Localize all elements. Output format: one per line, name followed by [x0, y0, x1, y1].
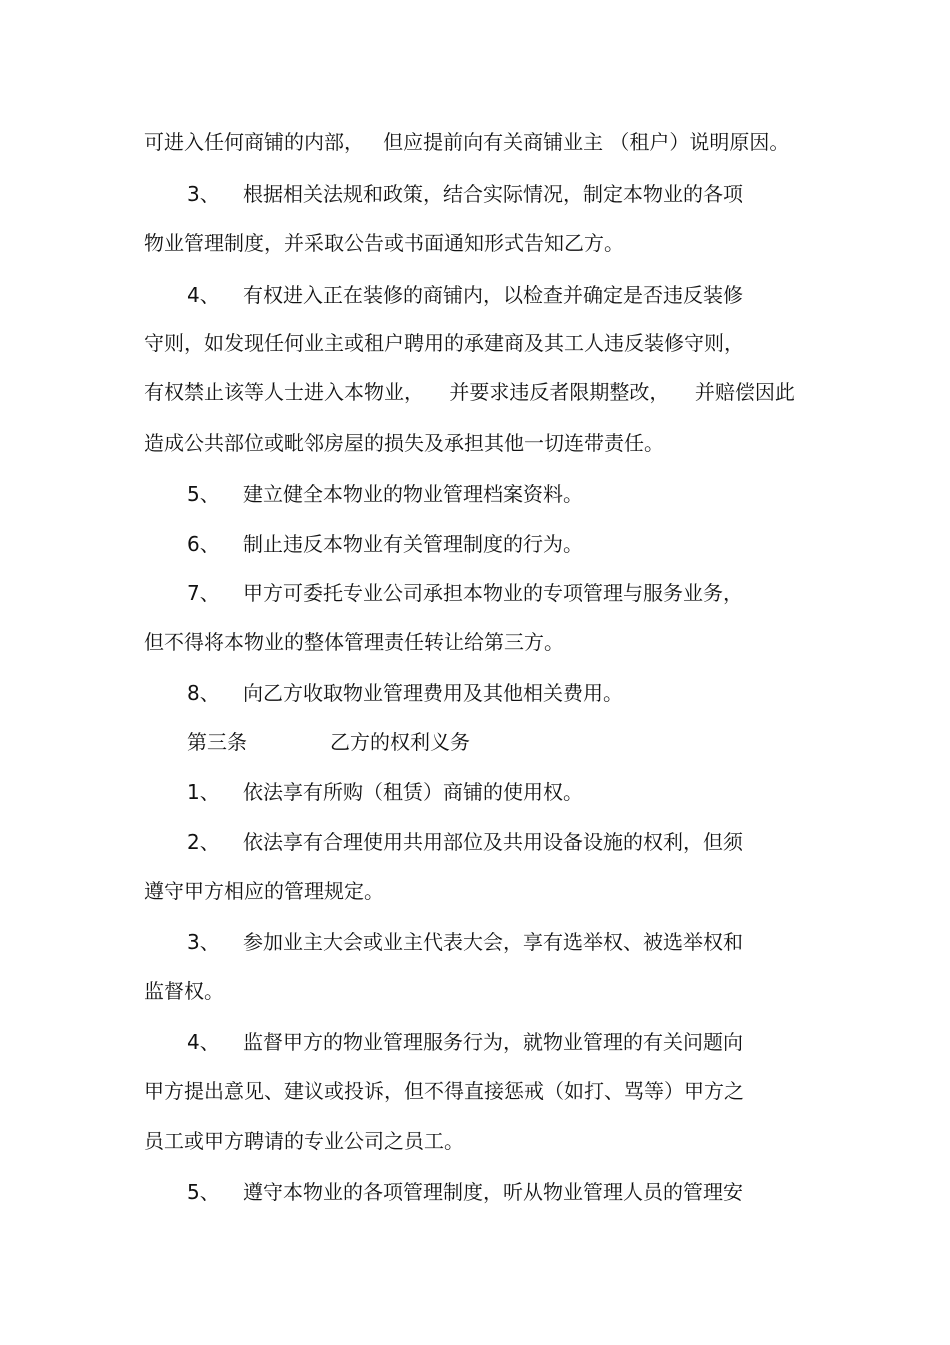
paragraph-line: 但不得将本物业的整体管理责任转让给第三方。 [144, 630, 564, 654]
list-number: 4、 [187, 1030, 220, 1054]
article-label: 第三条 [187, 730, 247, 754]
paragraph-line: 向乙方收取物业管理费用及其他相关费用。 [243, 681, 623, 705]
paragraph-line: 制止违反本物业有关管理制度的行为。 [243, 532, 583, 556]
list-number: 5、 [187, 1180, 220, 1204]
paragraph-line: 依法享有所购（租赁）商铺的使用权。 [243, 780, 583, 804]
list-number: 2、 [187, 830, 220, 854]
paragraph-line: 造成公共部位或毗邻房屋的损失及承担其他一切连带责任。 [144, 431, 664, 455]
paragraph-line: 物业管理制度，并采取公告或书面通知形式告知乙方。 [144, 231, 624, 255]
paragraph-line: 遵守甲方相应的管理规定。 [144, 879, 384, 903]
list-number: 3、 [187, 182, 220, 206]
paragraph-line: 遵守本物业的各项管理制度，听从物业管理人员的管理安 [243, 1180, 743, 1204]
paragraph-line: 依法享有合理使用共用部位及共用设备设施的权利，但须 [243, 830, 743, 854]
paragraph-line: 甲方可委托专业公司承担本物业的专项管理与服务业务， [243, 581, 743, 605]
article-title: 乙方的权利义务 [330, 730, 470, 754]
paragraph-line: 监督权。 [144, 979, 224, 1003]
list-number: 6、 [187, 532, 220, 556]
paragraph-line: 员工或甲方聘请的专业公司之员工。 [144, 1129, 464, 1153]
list-number: 7、 [187, 581, 220, 605]
paragraph-line: 监督甲方的物业管理服务行为，就物业管理的有关问题向 [243, 1030, 743, 1054]
list-number: 5、 [187, 482, 220, 506]
paragraph-line: 参加业主大会或业主代表大会，享有选举权、被选举权和 [243, 930, 743, 954]
list-number: 8、 [187, 681, 220, 705]
list-number: 1、 [187, 780, 220, 804]
paragraph-line: 守则，如发现任何业主或租户聘用的承建商及其工人违反装修守则， [144, 331, 744, 355]
paragraph-line: 甲方提出意见、建议或投诉，但不得直接惩戒（如打、骂等）甲方之 [144, 1079, 744, 1103]
paragraph-line: 建立健全本物业的物业管理档案资料。 [243, 482, 583, 506]
paragraph-line: 有权禁止该等人士进入本物业， 并要求违反者限期整改， 并赔偿因此 [144, 380, 795, 404]
paragraph-line: 有权进入正在装修的商铺内，以检查并确定是否违反装修 [243, 283, 743, 307]
paragraph-line: 可进入任何商铺的内部， 但应提前向有关商铺业主 （租户）说明原因。 [144, 130, 790, 154]
list-number: 4、 [187, 283, 220, 307]
list-number: 3、 [187, 930, 220, 954]
paragraph-line: 根据相关法规和政策，结合实际情况，制定本物业的各项 [243, 182, 743, 206]
